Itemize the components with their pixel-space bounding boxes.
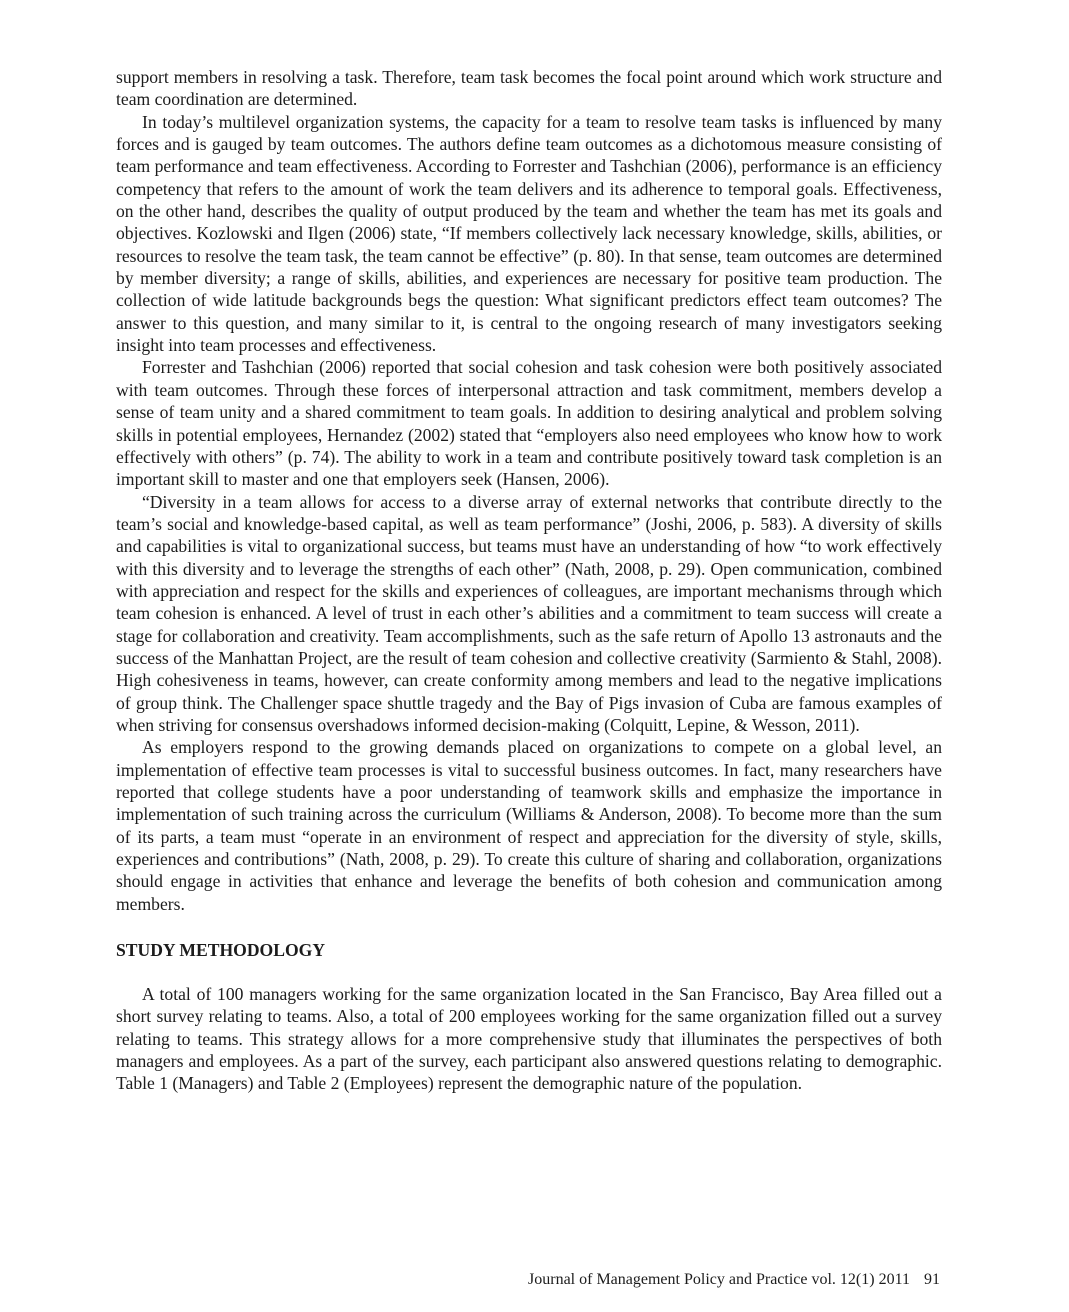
page-footer <box>0 1270 940 1290</box>
paragraph-team-outcomes: In today’s multilevel organization systems, the capacity for a team to resolve team tasks is influenced by many forces and is gauged by team outcomes. The authors define team outcomes as a dichotomous measure consisting of team performance and team effectiveness. According to Forrester and Tashchian (2006), performance is an efficiency competency that refers to the amount of work the team delivers and its adherence to temporal goals. Effectiveness, on the other hand, describes the quality of output produced by the team and whether the team has met its goals and objectives. Kozlowski and Ilgen (2006) state, “If members collectively lack necessary knowledge, skills, abilities, or resources to resolve the team task, the team cannot be effective” (p. 80). In that sense, team outcomes are determined by member diversity; a range of skills, abilities, and experiences are necessary for positive team production. The collection of wide latitude backgrounds begs the question: What significant predictors effect team outcomes? The answer to this question, and many similar to it, is central to the ongoing research of many investigators seeking insight into team processes and effectiveness. <box>116 111 942 356</box>
paragraph-employers: As employers respond to the growing demands placed on organizations to compete on a global level, an implementation of effective team processes is vital to successful business outcomes. In fact, many researchers have reported that college students have a poor understanding of teamwork skills and emphasize the importance in implementation of such training across the curriculum (Williams & Anderson, 2008). To become more than the sum of its parts, a team must “operate in an environment of respect and appreciation for the diversity of style, skills, experiences and contributions” (Nath, 2008, p. 29). To create this culture of sharing and collaboration, organizations should engage in activities that enhance and leverage the benefits of both cohesion and communication among members. <box>116 737 942 914</box>
paragraph-continuation: support members in resolving a task. Therefore, team task becomes the focal point around which work structure and team coordination are determined. <box>116 67 942 110</box>
paragraph-methodology: A total of 100 managers working for the same organization located in the San Francisco, Bay Area filled out a short survey relating to teams. Also, a total of 200 employees working for the same organization filled out a survey relating to teams. This strategy allows for a more comprehensive study that illuminates the perspectives of both managers and employees. As a part of the survey, each participant also answered questions relating to demographic. Table 1 (Managers) and Table 2 (Employees) represent the demographic nature of the population. <box>116 984 942 1094</box>
page-body <box>116 66 942 1095</box>
journal-citation: Journal of Management Policy and Practice vol. 12(1) 2011 <box>528 1271 910 1288</box>
section-heading-study-methodology: STUDY METHODOLOGY <box>116 940 326 961</box>
paragraph-diversity: “Diversity in a team allows for access to a diverse array of external networks that contribute directly to the team’s social and knowledge-based capital, as well as team performance” (Joshi, 2006, p. 583). A diversity of skills and capabilities is vital to organizational success, but teams must have an understanding of how “to work effectively with this diversity and to leverage the strengths of each other” (Nath, 2008, p. 29). Open communication, combined with appreciation and respect for the skills and experiences of colleagues, are important mechanisms through which team cohesion is enhanced. A level of trust in each other’s abilities and a commitment to team success will create a stage for collaboration and creativity. Team accomplishments, such as the safe return of Apollo 13 astronauts and the success of the Manhattan Project, are the result of team cohesion and collective creativity (Sarmiento & Stahl, 2008). High cohesiveness in teams, however, can create conformity among members and lead to the negative implications of group think. The Challenger space shuttle tragedy and the Bay of Pigs invasion of Cuba are famous examples of when striving for consensus overshadows informed decision-making (Colquitt, Lepine, & Wesson, 2011). <box>116 491 942 735</box>
paragraph-cohesion: Forrester and Tashchian (2006) reported that social cohesion and task cohesion were both positively associated with team outcomes. Through these forces of interpersonal attraction and task commitment, members develop a sense of team unity and a shared commitment to team goals. In addition to desiring analytical and problem solving skills in potential employees, Hernandez (2002) stated that “employers also need employees who know how to work effectively with others” (p. 74). The ability to work in a team and contribute positively toward task completion is an important skill to master and one that employers seek (Hansen, 2006). <box>116 357 942 490</box>
page-number: 91 <box>924 1271 940 1288</box>
